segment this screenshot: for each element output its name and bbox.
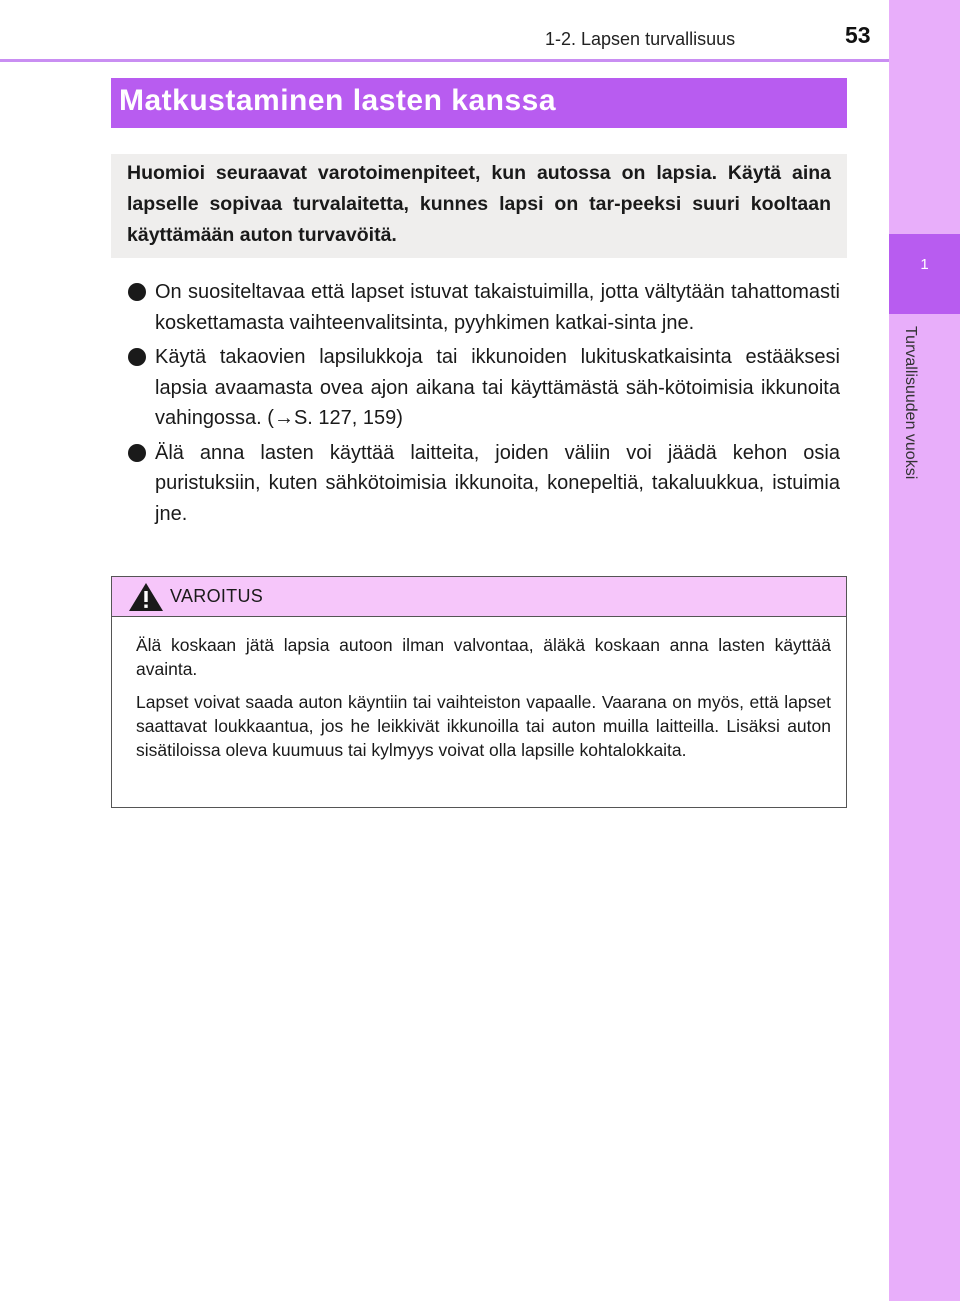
- warning-body: [112, 617, 846, 762]
- intro-text: Huomioi seuraavat varotoimenpiteet, kun autossa on lapsia. Käytä aina lapselle sopivaa turvalaitetta, kunnes lapsi on tar-peeksi suuri kooltaan käyttämään auton turvavöitä.: [127, 162, 831, 246]
- warning-paragraph: Älä koskaan jätä lapsia autoon ilman valvontaa, äläkä koskaan anna lasten käyttää avainta.: [136, 635, 831, 679]
- header-section: 1-2. Lapsen turvallisuus: [545, 29, 736, 49]
- title-bar: [111, 78, 847, 128]
- chapter-tab: [889, 234, 960, 314]
- list-item: [128, 277, 840, 338]
- warning-triangle-icon: [128, 582, 164, 612]
- list-item-text: Älä anna lasten käyttää laitteita, joiden väliin voi jäädä kehon osia puristuksiin, kuten sähkötoimisia ikkunoita, konepeltiä, takaluukkua, istuimia jne.: [155, 441, 840, 525]
- header-rule: [0, 59, 889, 62]
- bullet-icon: [128, 444, 146, 462]
- list-item: [128, 342, 840, 434]
- warning-header: [112, 577, 846, 617]
- list-item: [128, 438, 840, 530]
- side-strip: [889, 0, 960, 1301]
- bullet-list: [128, 277, 840, 533]
- list-item-text: On suositeltavaa että lapset istuvat takaistuimilla, jotta vältytään tahattomasti koskettamasta vaihteenvalitsinta, pyyhkimen katkai-sinta jne.: [155, 281, 840, 334]
- warning-title: VAROITUS: [170, 586, 264, 606]
- intro-box: [111, 154, 847, 258]
- page-number: 53: [845, 22, 871, 48]
- warning-paragraph: Lapset voivat saada auton käyntiin tai vaihteiston vapaalle. Vaarana on myös, että lapset saattavat loukkaantua, jos he leikkivät ikkunoilla tai auton muilla laitteilla. Lisäksi auton sisätiloissa oleva kuumuus tai kylmyys voivat olla lapsille kohtalokkaita.: [136, 692, 831, 760]
- warning-box: [111, 576, 847, 808]
- bullet-icon: [128, 283, 146, 301]
- page-title: Matkustaminen lasten kanssa: [119, 84, 557, 117]
- chapter-label: Turvallisuuden vuoksi: [902, 326, 919, 480]
- bullet-icon: [128, 348, 146, 366]
- chapter-tab-number: 1: [920, 256, 929, 273]
- list-item-text: Käytä takaovien lapsilukkoja tai ikkunoiden lukituskatkaisinta estääksesi lapsia avaamasta ovea ajon aikana tai käyttämästä säh-kötoimisia ikkunoita vahingossa. (→S. 127, 159): [155, 346, 840, 429]
